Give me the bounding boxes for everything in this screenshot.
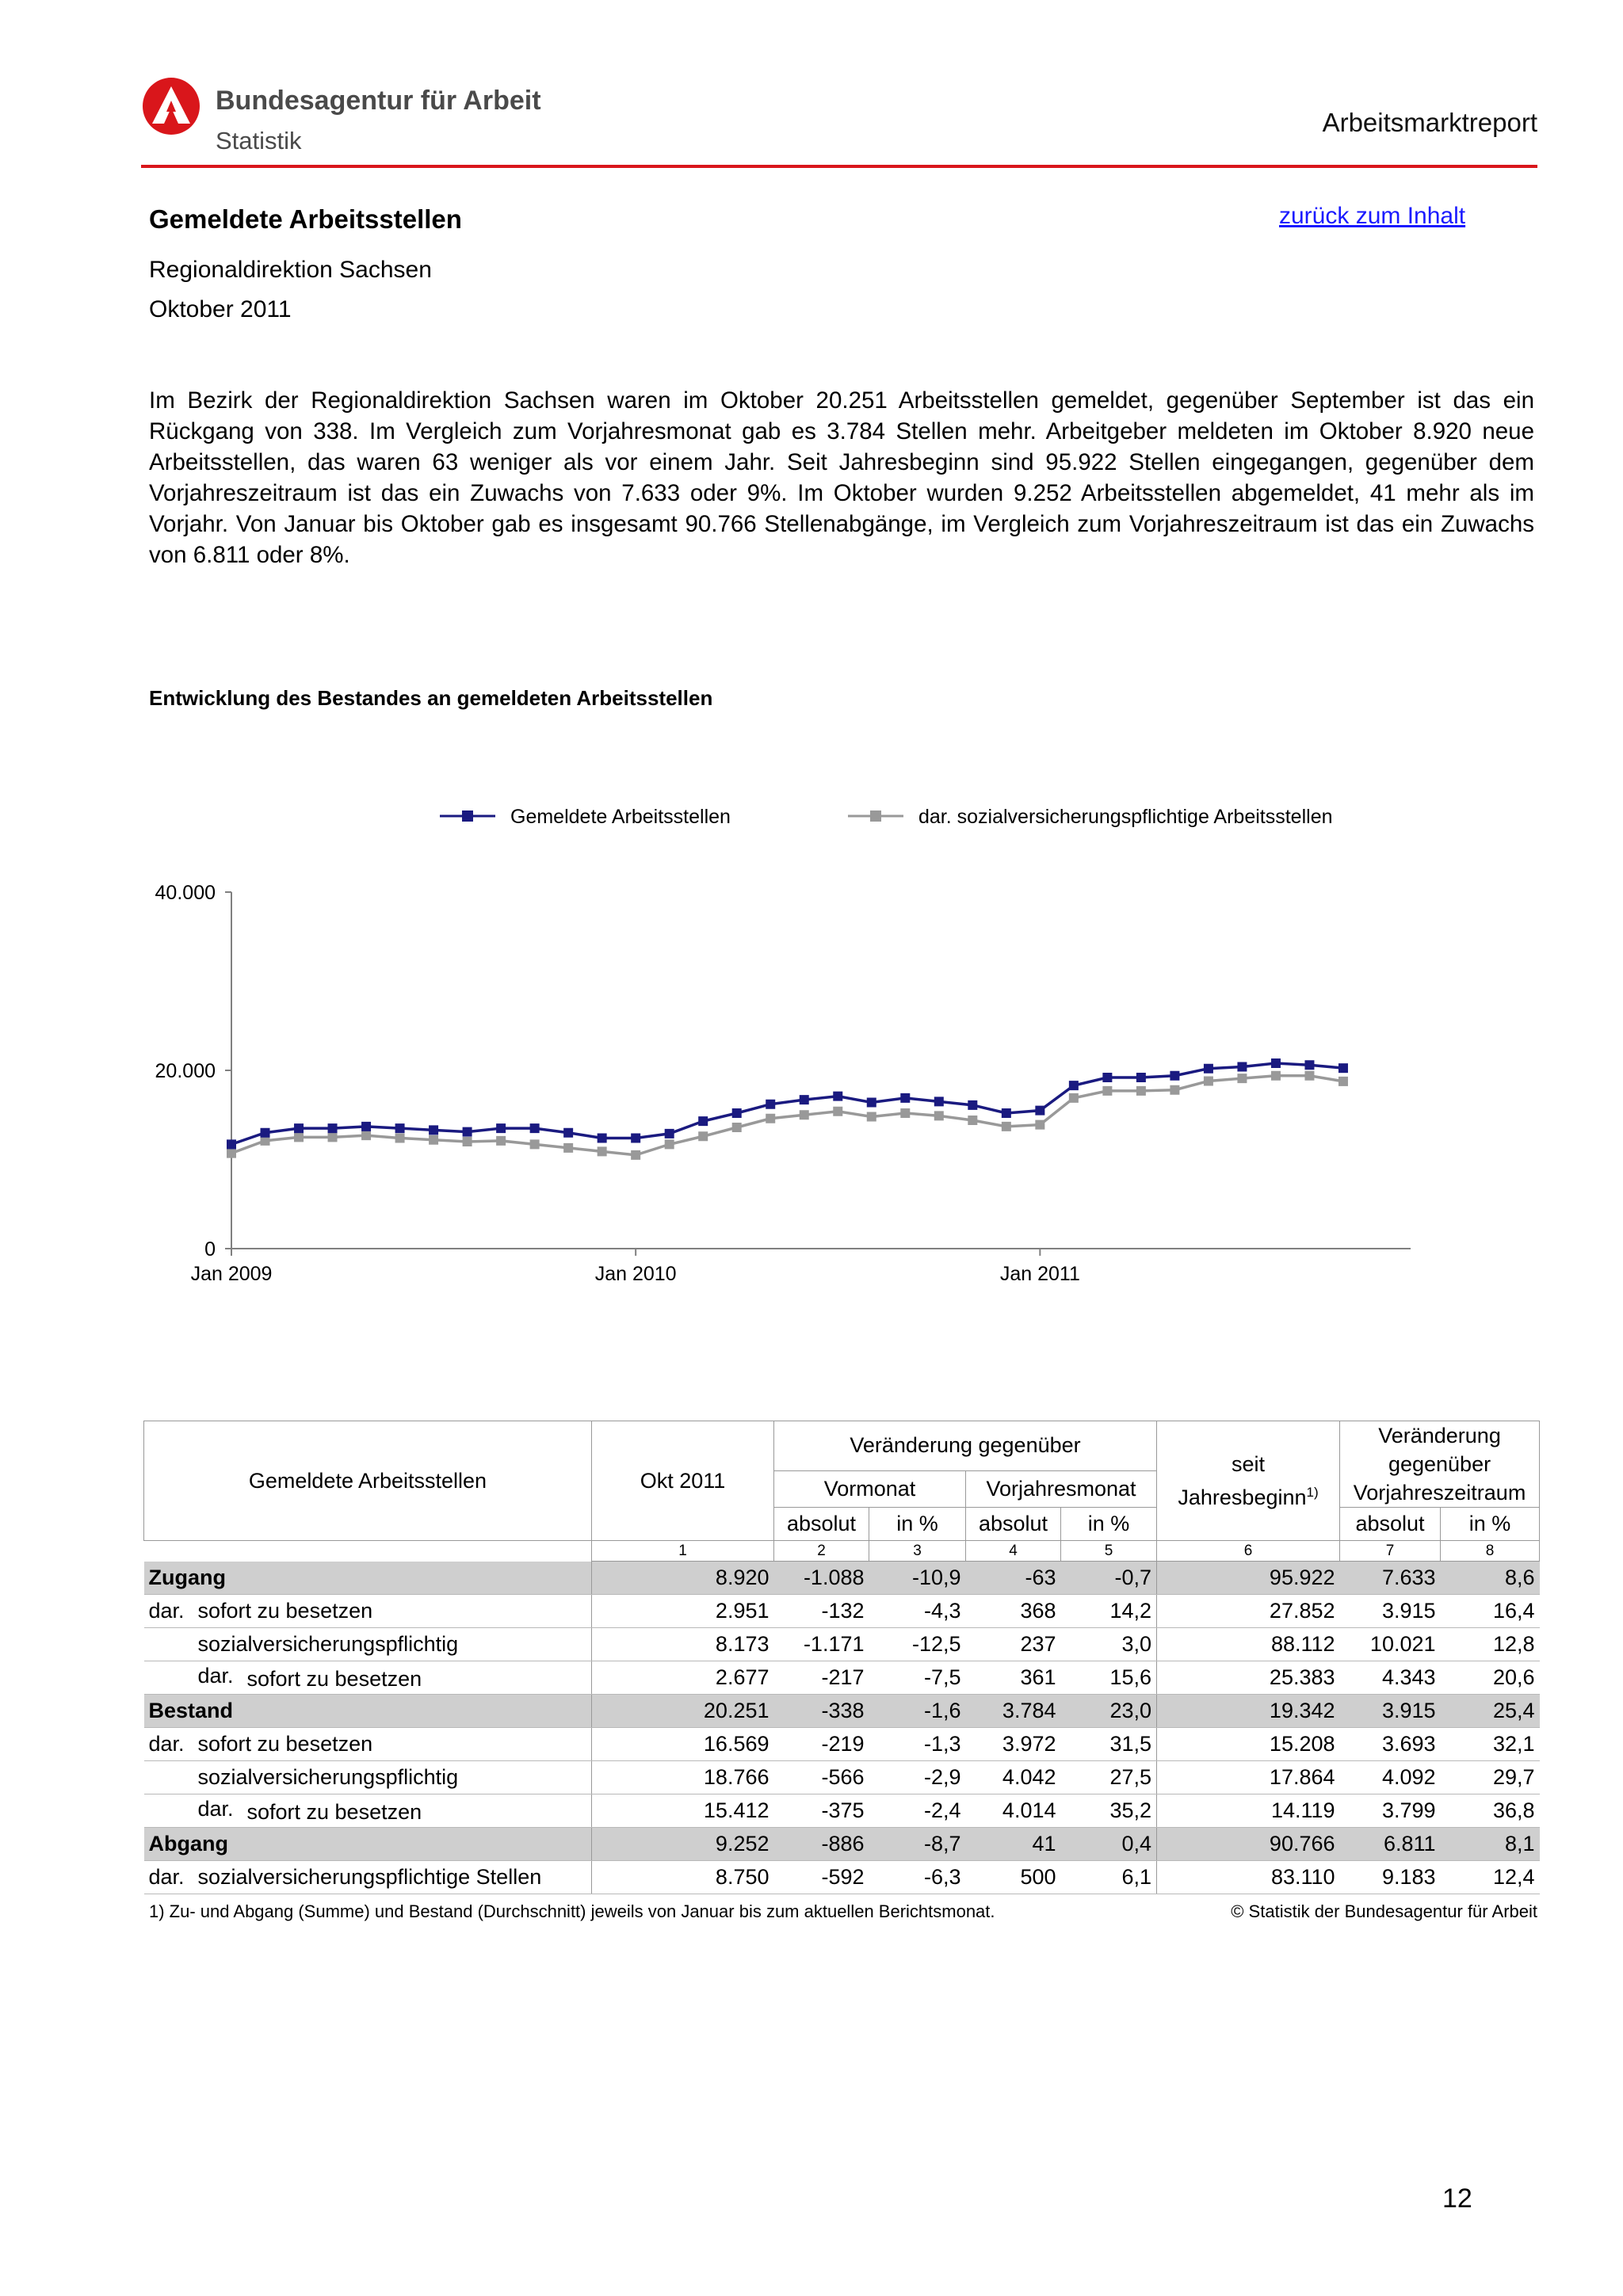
table-cell-col2: -375	[774, 1794, 869, 1828]
table-cell-col2: -566	[774, 1761, 869, 1794]
row-label	[144, 1562, 592, 1595]
series-0-point	[1237, 1062, 1247, 1072]
row-label-text: sozialversicherungspflichtig	[197, 1632, 459, 1656]
series-0-point	[968, 1100, 977, 1110]
table-cell-col5: 14,2	[1061, 1595, 1157, 1628]
table-cell-col8: 16,4	[1441, 1595, 1540, 1628]
header-prev-month: Vormonat	[774, 1470, 966, 1507]
table-row	[144, 1828, 1540, 1861]
page-title: Gemeldete Arbeitsstellen	[149, 204, 462, 234]
series-0-point	[496, 1123, 506, 1133]
table-cell-col1: 8.750	[592, 1861, 774, 1894]
table-cell-col5: -0,7	[1061, 1562, 1157, 1595]
series-1-point	[1271, 1071, 1281, 1081]
series-1-point	[698, 1131, 708, 1141]
row-label-text: sozialversicherungspflichtig	[197, 1765, 459, 1789]
table-cell-col3: -1,6	[869, 1695, 966, 1728]
header-col-number: 5	[1061, 1541, 1157, 1562]
table-row	[144, 1695, 1540, 1728]
region-label: Regionaldirektion Sachsen	[149, 257, 432, 283]
series-0-point	[665, 1129, 674, 1138]
series-0-point	[261, 1128, 270, 1138]
chart-legend	[440, 806, 1333, 828]
table-cell-col5: 23,0	[1061, 1695, 1157, 1728]
table-cell-col7: 3.799	[1340, 1794, 1441, 1828]
series-1-point	[900, 1108, 910, 1118]
table-cell-col4: 4.014	[966, 1794, 1061, 1828]
table-cell-col8: 36,8	[1441, 1794, 1540, 1828]
row-prefix: dar.	[197, 1797, 234, 1821]
table-cell-col6: 15.208	[1157, 1728, 1340, 1761]
table-cell-col2: -217	[774, 1661, 869, 1695]
series-1-point	[328, 1132, 338, 1142]
header-label-col: Gemeldete Arbeitsstellen	[144, 1421, 592, 1541]
table-cell-col5: 6,1	[1061, 1861, 1157, 1894]
chart-title: Entwicklung des Bestandes an gemeldeten Arbeitsstellen	[149, 686, 713, 710]
series-0-point	[732, 1108, 742, 1118]
table-row	[144, 1861, 1540, 1894]
table-cell-col3: -8,7	[869, 1828, 966, 1861]
row-label-text: sozialversicherungspflichtige Stellen	[197, 1865, 542, 1889]
series-0-point	[598, 1134, 607, 1143]
series-0-point	[1271, 1058, 1281, 1068]
series-1-point	[563, 1143, 573, 1153]
table-cell-col7: 4.343	[1340, 1661, 1441, 1695]
series-1-point	[1237, 1074, 1247, 1083]
table-cell-col5: 3,0	[1061, 1628, 1157, 1661]
series-1-point	[1170, 1085, 1179, 1095]
back-to-contents-link[interactable]: zurück zum Inhalt	[1279, 203, 1466, 229]
header-in-pct: in %	[1441, 1508, 1540, 1541]
table-body	[144, 1562, 1540, 1894]
table-cell-col5: 15,6	[1061, 1661, 1157, 1695]
series-1-point	[1002, 1122, 1011, 1131]
table-cell-col7: 6.811	[1340, 1828, 1441, 1861]
series-0-point	[766, 1100, 775, 1109]
table-cell-col6: 83.110	[1157, 1861, 1340, 1894]
series-0-point	[1069, 1081, 1079, 1090]
table-cell-col6: 90.766	[1157, 1828, 1340, 1861]
row-label	[144, 1761, 592, 1794]
series-0-point	[227, 1139, 236, 1149]
x-tick-label: Jan 2010	[594, 1263, 677, 1285]
table-row	[144, 1595, 1540, 1628]
row-label-text: Bestand	[148, 1699, 234, 1722]
series-0-point	[563, 1128, 573, 1138]
table-cell-col8: 8,6	[1441, 1562, 1540, 1595]
header-ytd: seit Jahresbeginn$^{1)}$	[1157, 1421, 1340, 1541]
series-1-point	[968, 1116, 977, 1125]
series-1-point	[732, 1123, 742, 1132]
table-cell-col1: 15.412	[592, 1794, 774, 1828]
table-cell-col2: -1.171	[774, 1628, 869, 1661]
header-col-number: 6	[1157, 1541, 1340, 1562]
series-0-point	[530, 1123, 540, 1133]
table-cell-col5: 0,4	[1061, 1828, 1157, 1861]
table-cell-col2: -1.088	[774, 1562, 869, 1595]
header-absolut: absolut	[774, 1508, 869, 1541]
table-cell-col7: 9.183	[1340, 1861, 1441, 1894]
table-cell-col6: 27.852	[1157, 1595, 1340, 1628]
x-tick-label: Jan 2011	[999, 1263, 1080, 1285]
table-cell-col7: 3.915	[1340, 1695, 1441, 1728]
table-row	[144, 1728, 1540, 1761]
table-cell-col4: 368	[966, 1595, 1061, 1628]
table-cell-col4: 237	[966, 1628, 1061, 1661]
chart-series	[227, 1058, 1348, 1160]
series-0-point	[1102, 1073, 1112, 1082]
table-cell-col1: 8.173	[592, 1628, 774, 1661]
series-0-point	[429, 1125, 438, 1135]
header-number-blank	[144, 1541, 592, 1562]
report-name: Arbeitsmarktreport	[1322, 108, 1537, 137]
series-1-point	[1035, 1120, 1044, 1130]
table-cell-col8: 12,4	[1441, 1861, 1540, 1894]
row-label	[144, 1794, 592, 1828]
table-cell-col8: 12,8	[1441, 1628, 1540, 1661]
series-1-point	[934, 1111, 944, 1120]
series-1-point	[1338, 1077, 1348, 1086]
series-0-point	[1170, 1071, 1179, 1081]
row-label-text: Abgang	[148, 1832, 228, 1855]
header-in-pct: in %	[1061, 1508, 1157, 1541]
series-1-point	[1304, 1071, 1314, 1081]
org-subtitle: Statistik	[216, 127, 302, 154]
row-label-text: sofort zu besetzen	[246, 1800, 422, 1824]
series-0-point	[294, 1123, 304, 1133]
stock-line-chart	[119, 784, 1426, 1307]
table-cell-col3: -10,9	[869, 1562, 966, 1595]
table-row	[144, 1628, 1540, 1661]
table-row	[144, 1661, 1540, 1695]
series-1-point	[1069, 1093, 1079, 1103]
table-cell-col6: 88.112	[1157, 1628, 1340, 1661]
table-cell-col6: 25.383	[1157, 1661, 1340, 1695]
series-0-point	[1002, 1108, 1011, 1118]
header-ytd-change-group: Veränderung gegenüber Vorjahreszeitraum	[1340, 1421, 1540, 1508]
series-1-point	[800, 1110, 809, 1119]
table-cell-col8: 29,7	[1441, 1761, 1540, 1794]
table-cell-col2: -132	[774, 1595, 869, 1628]
page-number: 12	[1442, 2183, 1472, 2214]
series-1-point	[867, 1112, 876, 1122]
series-0-point	[1136, 1073, 1146, 1082]
header-col-number: 3	[869, 1541, 966, 1562]
table-cell-col6: 17.864	[1157, 1761, 1340, 1794]
table-cell-col2: -592	[774, 1861, 869, 1894]
table-row	[144, 1761, 1540, 1794]
table-cell-col4: 4.042	[966, 1761, 1061, 1794]
table-cell-col5: 27,5	[1061, 1761, 1157, 1794]
row-label	[144, 1595, 592, 1628]
table-cell-col1: 20.251	[592, 1695, 774, 1728]
series-1-point	[833, 1107, 842, 1116]
series-0-point	[833, 1092, 842, 1101]
header-col-number: 2	[774, 1541, 869, 1562]
series-1-point	[395, 1134, 405, 1143]
row-label-text: sofort zu besetzen	[197, 1599, 373, 1623]
series-0-point	[1304, 1060, 1314, 1070]
row-prefix: dar.	[197, 1664, 234, 1688]
series-0-point	[900, 1093, 910, 1103]
table-cell-col3: -7,5	[869, 1661, 966, 1695]
table-cell-col6: 95.922	[1157, 1562, 1340, 1595]
copyright: © Statistik der Bundesagentur für Arbeit	[1231, 1901, 1537, 1921]
table-cell-col6: 14.119	[1157, 1794, 1340, 1828]
table-row	[144, 1562, 1540, 1595]
y-tick-label: 40.000	[155, 882, 216, 904]
header-col-number: 4	[966, 1541, 1061, 1562]
agency-logo	[141, 76, 201, 136]
row-prefix: dar.	[148, 1732, 185, 1756]
row-label	[144, 1728, 592, 1761]
y-tick-label: 0	[204, 1238, 216, 1261]
x-tick-label: Jan 2009	[190, 1263, 273, 1285]
table-cell-col2: -886	[774, 1828, 869, 1861]
table-cell-col3: -12,5	[869, 1628, 966, 1661]
table-cell-col3: -1,3	[869, 1728, 966, 1761]
series-1-point	[530, 1139, 540, 1149]
table-cell-col4: -63	[966, 1562, 1061, 1595]
period-label: Oktober 2011	[149, 296, 292, 322]
header-col-number: 1	[592, 1541, 774, 1562]
series-1-point	[496, 1136, 506, 1146]
y-tick-label: 20.000	[155, 1060, 216, 1082]
series-0-point	[361, 1122, 371, 1131]
series-1-point	[665, 1139, 674, 1149]
series-0-point	[800, 1095, 809, 1104]
series-0-point	[1338, 1063, 1348, 1073]
table-cell-col4: 500	[966, 1861, 1061, 1894]
table-cell-col2: -338	[774, 1695, 869, 1728]
series-1-point	[227, 1149, 236, 1158]
intro-paragraph: Im Bezirk der Regionaldirektion Sachsen waren im Oktober 20.251 Arbeitsstellen gemeldet, gegenüber September ist das ein Rückgang von 338. Im Vergleich zum Vorjahresmonat gab es 3.784 Stellen mehr. Arbeitgeber meldeten im Oktober 8.920 neue Arbeitsstellen, das waren 63 weniger als vor einem Jahr. Seit Jahresbeginn sind 95.922 Stellen eingegangen, gegenüber dem Vorjahreszeitraum ist das ein Zuwachs von 7.633 oder 9%. Im Oktober wurden 9.252 Arbeitsstellen abgemeldet, 41 mehr als im Vorjahr. Von Januar bis Oktober gab es insgesamt 90.766 Stellenabgänge, im Vergleich zum Vorjahreszeitraum ist das ein Zuwachs von 6.811 oder 8%.	[149, 387, 1534, 568]
table-cell-col7: 4.092	[1340, 1761, 1441, 1794]
legend-marker-svpflichtig	[870, 810, 881, 822]
table-cell-col4: 41	[966, 1828, 1061, 1861]
table-cell-col5: 31,5	[1061, 1728, 1157, 1761]
header-current-month: Okt 2011	[592, 1421, 774, 1541]
table-cell-col6: 19.342	[1157, 1695, 1340, 1728]
series-0-point	[934, 1097, 944, 1106]
series-1-point	[463, 1137, 472, 1146]
series-1-point	[361, 1131, 371, 1140]
table-cell-col7: 10.021	[1340, 1628, 1441, 1661]
table-cell-col1: 2.951	[592, 1595, 774, 1628]
table-cell-col1: 18.766	[592, 1761, 774, 1794]
series-1-point	[1102, 1086, 1112, 1096]
row-prefix: dar.	[148, 1599, 185, 1623]
org-name: Bundesagentur für Arbeit	[216, 86, 541, 116]
row-label	[144, 1828, 592, 1861]
table-row	[144, 1794, 1540, 1828]
series-0-point	[463, 1127, 472, 1137]
row-label	[144, 1861, 592, 1894]
header-absolut: absolut	[1340, 1508, 1441, 1541]
legend-marker-gemeldete	[462, 810, 473, 822]
row-label	[144, 1695, 592, 1728]
table-footnote: 1) Zu- und Abgang (Summe) und Bestand (Durchschnitt) jeweils von Januar bis zum aktuellen Berichtsmonat.	[149, 1901, 995, 1921]
table-cell-col3: -2,4	[869, 1794, 966, 1828]
header-in-pct: in %	[869, 1508, 966, 1541]
series-1-point	[294, 1132, 304, 1142]
header-col-number: 8	[1441, 1541, 1540, 1562]
table-cell-col3: -6,3	[869, 1861, 966, 1894]
row-label	[144, 1661, 592, 1695]
table-cell-col8: 8,1	[1441, 1828, 1540, 1861]
legend-label-gemeldete: Gemeldete Arbeitsstellen	[510, 806, 731, 828]
table-cell-col3: -4,3	[869, 1595, 966, 1628]
header-rule	[141, 165, 1537, 168]
header-absolut: absolut	[966, 1508, 1061, 1541]
table-cell-col1: 16.569	[592, 1728, 774, 1761]
table-cell-col4: 3.784	[966, 1695, 1061, 1728]
series-1-point	[429, 1135, 438, 1145]
series-1-point	[1136, 1086, 1146, 1096]
row-prefix: dar.	[148, 1865, 185, 1889]
row-label-text: Zugang	[148, 1565, 226, 1589]
table-cell-col1: 9.252	[592, 1828, 774, 1861]
table-cell-col1: 2.677	[592, 1661, 774, 1695]
table-cell-col7: 3.915	[1340, 1595, 1441, 1628]
row-label-text: sofort zu besetzen	[246, 1667, 422, 1691]
job-statistics-table	[143, 1421, 1540, 1894]
table-cell-col8: 20,6	[1441, 1661, 1540, 1695]
series-0-point	[698, 1116, 708, 1126]
series-1-point	[598, 1146, 607, 1156]
series-1-point	[766, 1114, 775, 1123]
table-cell-col3: -2,9	[869, 1761, 966, 1794]
series-1-point	[1204, 1077, 1213, 1086]
row-label-text: sofort zu besetzen	[197, 1732, 373, 1756]
row-label	[144, 1628, 592, 1661]
table-cell-col4: 3.972	[966, 1728, 1061, 1761]
table-cell-col8: 25,4	[1441, 1695, 1540, 1728]
table-cell-col7: 7.633	[1340, 1562, 1441, 1595]
chart-axes	[155, 882, 1411, 1285]
header-prev-year-month: Vorjahresmonat	[966, 1470, 1157, 1507]
table-cell-col2: -219	[774, 1728, 869, 1761]
legend-label-svpflichtig: dar. sozialversicherungspflichtige Arbeitsstellen	[918, 806, 1333, 828]
table-cell-col7: 3.693	[1340, 1728, 1441, 1761]
series-0-point	[867, 1098, 876, 1108]
series-0-point	[631, 1134, 640, 1143]
series-0-point	[328, 1123, 338, 1133]
table-cell-col1: 8.920	[592, 1562, 774, 1595]
table-cell-col5: 35,2	[1061, 1794, 1157, 1828]
table-cell-col8: 32,1	[1441, 1728, 1540, 1761]
series-0-point	[395, 1123, 405, 1133]
header-change-group: Veränderung gegenüber	[774, 1421, 1157, 1471]
header-col-number: 7	[1340, 1541, 1441, 1562]
series-0-point	[1035, 1106, 1044, 1116]
series-1-point	[631, 1150, 640, 1160]
table-cell-col4: 361	[966, 1661, 1061, 1695]
series-0-point	[1204, 1064, 1213, 1074]
